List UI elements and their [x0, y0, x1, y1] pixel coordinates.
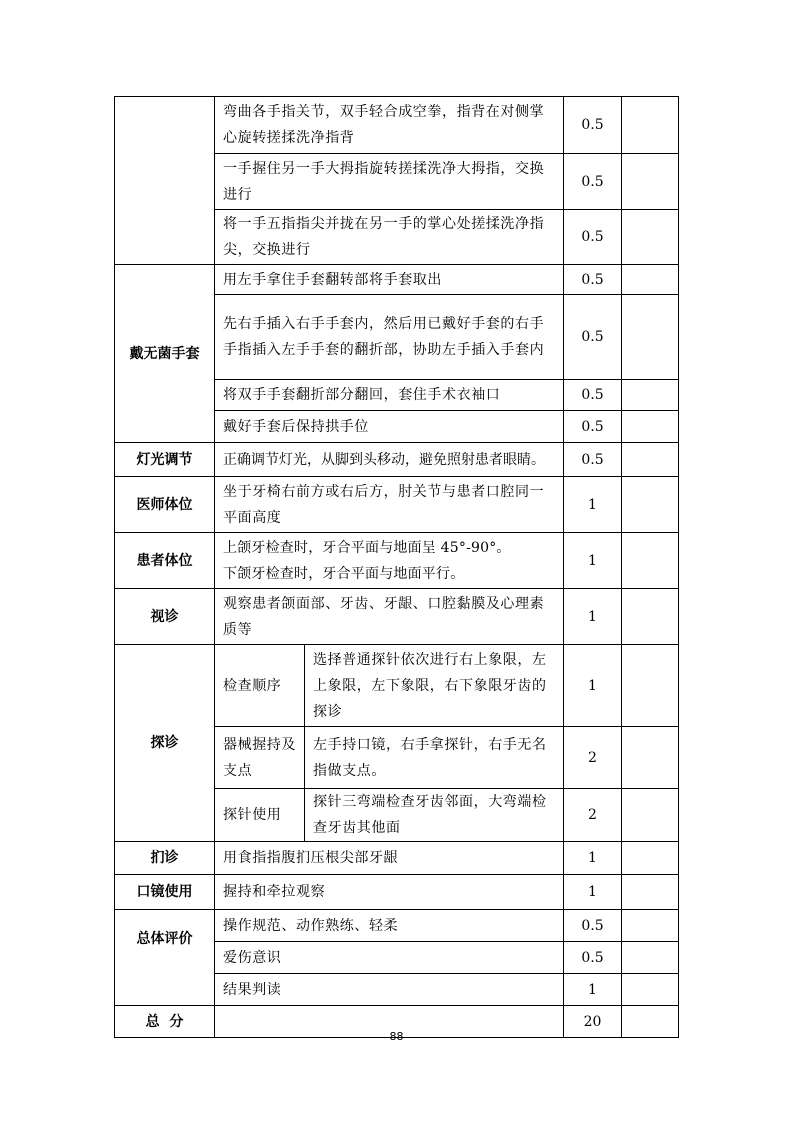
item-description: 将双手手套翻折部分翻回，套住手术衣袖口 — [215, 380, 564, 411]
item-description: 选择普通探针依次进行右上象限，左上象限，左下象限，右下象限牙齿的探诊 — [305, 645, 564, 727]
category-total: 总 分 — [115, 1006, 215, 1038]
deduction-cell — [622, 645, 679, 727]
category-patient-position: 患者体位 — [115, 533, 215, 589]
deduction-cell — [622, 154, 679, 210]
item-description: 一手握住另一手大拇指旋转搓揉洗净大拇指，交换进行 — [215, 154, 564, 210]
deduction-cell — [622, 789, 679, 842]
deduction-cell — [622, 910, 679, 942]
item-score: 0.5 — [564, 380, 622, 411]
sub-item-label: 探针使用 — [215, 789, 305, 842]
table-row — [115, 533, 679, 589]
item-score: 0.5 — [564, 210, 622, 265]
table-row — [115, 265, 679, 295]
item-description — [215, 533, 564, 589]
item-description: 爱伤意识 — [215, 942, 564, 974]
scoring-table — [114, 96, 679, 1038]
category-mirror: 口镜使用 — [115, 875, 215, 910]
category-palpation: 扪诊 — [115, 842, 215, 875]
deduction-cell — [622, 727, 679, 789]
deduction-cell — [622, 380, 679, 411]
category-cell-empty — [115, 97, 215, 265]
item-description: 探针三弯端检查牙齿邻面，大弯端检查牙齿其他面 — [305, 789, 564, 842]
table-row — [115, 645, 679, 727]
page-number: 88 — [389, 1030, 404, 1043]
item-score: 0.5 — [564, 942, 622, 974]
deduction-cell — [622, 974, 679, 1006]
item-description: 戴好手套后保持拱手位 — [215, 411, 564, 443]
deduction-cell — [622, 97, 679, 154]
deduction-cell — [622, 589, 679, 645]
sub-item-label: 器械握持及支点 — [215, 727, 305, 789]
item-description: 握持和牵拉观察 — [215, 875, 564, 910]
item-score: 1 — [564, 477, 622, 533]
deduction-cell — [622, 265, 679, 295]
item-description: 正确调节灯光，从脚到头移动，避免照射患者眼睛。 — [215, 443, 564, 477]
table-row — [115, 443, 679, 477]
item-score: 1 — [564, 645, 622, 727]
deduction-cell — [622, 411, 679, 443]
deduction-cell — [622, 295, 679, 380]
total-score: 20 — [564, 1006, 622, 1038]
deduction-cell — [622, 875, 679, 910]
category-visual: 视诊 — [115, 589, 215, 645]
item-score: 0.5 — [564, 97, 622, 154]
item-description: 用左手拿住手套翻转部将手套取出 — [215, 265, 564, 295]
category-overall: 总体评价 — [115, 910, 215, 1006]
item-description: 结果判读 — [215, 974, 564, 1006]
item-description-line: 下颌牙检查时，牙合平面与地面平行。 — [223, 565, 465, 582]
item-score: 0.5 — [564, 443, 622, 477]
item-description: 先右手插入右手手套内，然后用已戴好手套的右手手指插入左手手套的翻折部，协助左手插入手套内 — [215, 295, 564, 380]
item-description: 用食指指腹扪压根尖部牙龈 — [215, 842, 564, 875]
item-score: 1 — [564, 589, 622, 645]
item-score: 0.5 — [564, 265, 622, 295]
item-description: 将一手五指指尖并拢在另一手的掌心处搓揉洗净指尖，交换进行 — [215, 210, 564, 265]
category-probing: 探诊 — [115, 645, 215, 842]
item-score: 1 — [564, 842, 622, 875]
item-description-line: 上颌牙检查时，牙合平面与地面呈 45°-90°。 — [223, 539, 511, 556]
deduction-cell — [622, 477, 679, 533]
category-light: 灯光调节 — [115, 443, 215, 477]
category-doctor-position: 医师体位 — [115, 477, 215, 533]
item-score: 1 — [564, 875, 622, 910]
deduction-cell — [622, 942, 679, 974]
table-row — [115, 842, 679, 875]
deduction-cell — [622, 443, 679, 477]
item-description: 坐于牙椅右前方或右后方，肘关节与患者口腔同一平面高度 — [215, 477, 564, 533]
table-row — [115, 589, 679, 645]
table-row — [115, 910, 679, 942]
item-score: 0.5 — [564, 295, 622, 380]
item-description: 弯曲各手指关节，双手轻合成空拳，指背在对侧掌心旋转搓揉洗净指背 — [215, 97, 564, 154]
item-score: 2 — [564, 789, 622, 842]
deduction-cell — [622, 533, 679, 589]
item-score: 0.5 — [564, 910, 622, 942]
item-description: 观察患者颌面部、牙齿、牙龈、口腔黏膜及心理素质等 — [215, 589, 564, 645]
item-description: 操作规范、动作熟练、轻柔 — [215, 910, 564, 942]
item-score: 1 — [564, 974, 622, 1006]
table-row — [115, 97, 679, 154]
item-score: 2 — [564, 727, 622, 789]
deduction-cell — [622, 842, 679, 875]
table-row — [115, 477, 679, 533]
table-row — [115, 875, 679, 910]
item-description: 左手持口镜，右手拿探针，右手无名指做支点。 — [305, 727, 564, 789]
item-score: 0.5 — [564, 154, 622, 210]
category-gloves: 戴无菌手套 — [115, 265, 215, 443]
item-score: 0.5 — [564, 411, 622, 443]
item-score: 1 — [564, 533, 622, 589]
sub-item-label: 检查顺序 — [215, 645, 305, 727]
deduction-cell — [622, 210, 679, 265]
